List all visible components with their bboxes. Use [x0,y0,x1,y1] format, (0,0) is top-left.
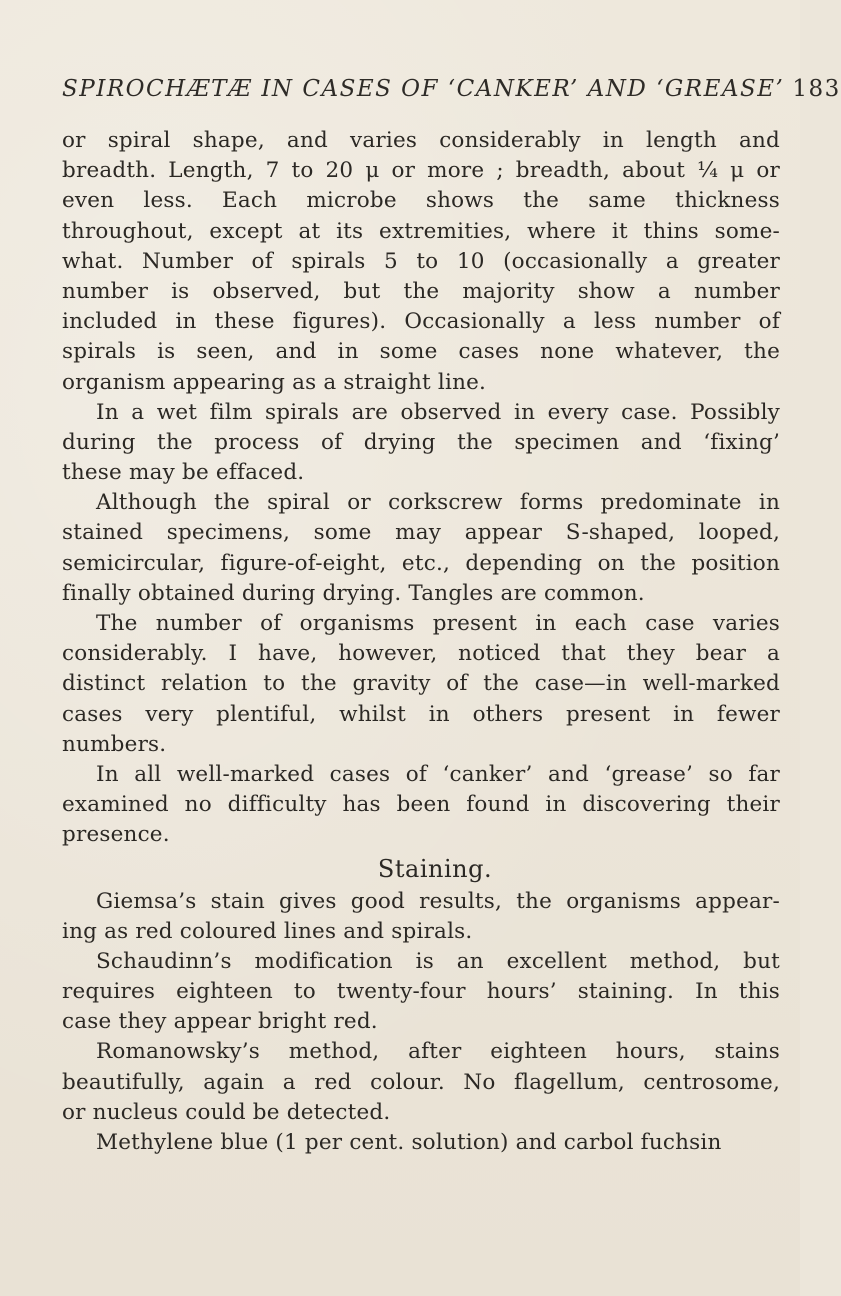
text-line: Schaudinn’s modification is an excellent method, but [96,948,780,974]
text-line: during the process of drying the specimen and ‘fixing’ [62,429,780,455]
text-line: cases very plentiful, whilst in others present in fewer [62,701,780,727]
text-line: or spiral shape, and varies considerably in length and [62,128,780,153]
text-line: In all well-marked cases of ‘canker’ and ‘grease’ so far [96,761,780,787]
text-line: semicircular, figure-of-eight, etc., depending on the position [62,550,780,576]
text-line: case they appear bright red. [62,1009,378,1035]
text-line: distinct relation to the gravity of the case—in well-marked [62,671,780,697]
text-line: Although the spiral or corkscrew forms predominate in [96,490,780,516]
text-line: The number of organisms present in each case varies [96,611,780,636]
text-line: numbers. [62,731,167,757]
text-line: included in these figures). Occasionally a less number of [62,309,780,335]
text-line: these may be effaced. [62,460,305,486]
text-line: what. Number of spirals 5 to 10 (occasionally a greater [62,248,780,274]
text-line: Giemsa’s stain gives good results, the organisms appear- [96,888,780,914]
text-line: even less. Each microbe shows the same thickness [62,188,780,214]
text-line: Romanowsky’s method, after eighteen hours, stains [96,1039,780,1065]
text-line: breadth. Length, 7 to 20 μ or more ; breadth, about ¼ μ or [62,158,780,184]
text-line: throughout, except at its extremities, where it thins some- [62,218,780,244]
text-line: considerably. I have, however, noticed that they bear a [62,641,780,667]
running-head-title: SPIROCHÆTÆ IN CASES OF ‘CANKER’ AND ‘GREASE’ [62,76,785,102]
section-heading: Staining. [377,854,493,883]
text-line: stained specimens, some may appear S-shaped, looped, [62,520,780,546]
page-number: 183 [792,76,841,102]
text-line: or nucleus could be detected. [62,1099,391,1125]
text-line: spirals is seen, and in some cases none whatever, the [62,339,780,365]
text-line: examined no difficulty has been found in discovering their [62,792,780,818]
text-line: beautifully, again a red colour. No flagellum, centrosome, [62,1069,780,1095]
text-line: finally obtained during drying. Tangles are common. [62,580,645,606]
text-line: presence. [62,822,170,848]
text-line: number is observed, but the majority show a number [62,278,780,304]
text-line: Methylene blue (1 per cent. solution) and carbol fuchsin [96,1130,722,1155]
running-head [62,76,841,102]
text-line: ing as red coloured lines and spirals. [62,918,473,944]
text-line: requires eighteen to twenty-four hours’ staining. In this [62,979,780,1005]
text-line: organism appearing as a straight line. [62,369,487,395]
body-text [62,126,780,1158]
text-line: In a wet film spirals are observed in every case. Possibly [96,399,780,425]
